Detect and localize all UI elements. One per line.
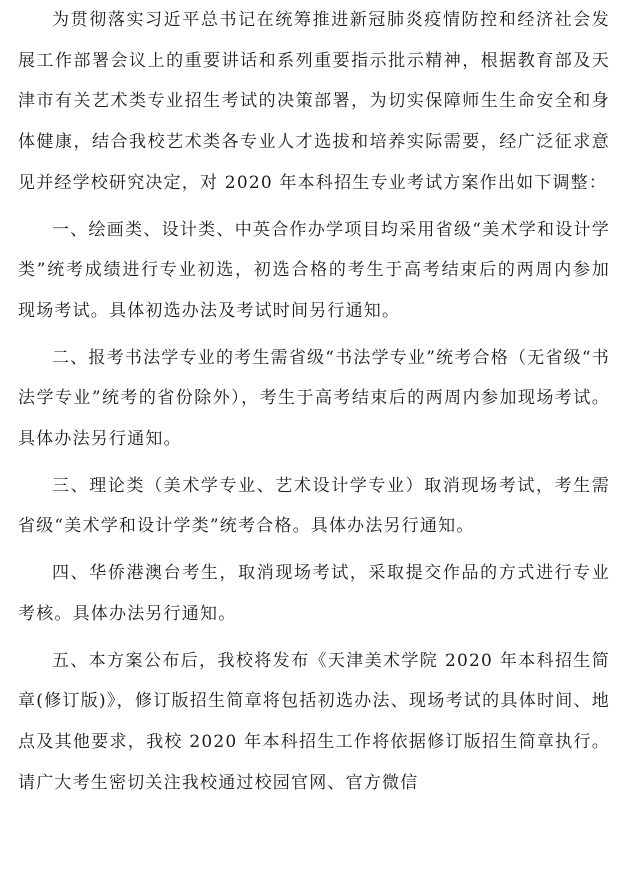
paragraph-intro: 为贯彻落实习近平总书记在统筹推进新冠肺炎疫情防控和经济社会发展工作部署会议上的重要讲话和系列重要指示批示精神，根据教育部及天津市有关艺术类专业招生考试的决策部署，为切实保障师生生命安全和身体健康，结合我校艺术类各专业人才选拔和培养实际需要，经广泛征求意见并经学校研究决定，对 2020 年本科招生专业考试方案作出如下调整： [18, 10, 610, 193]
paragraph-item-2: 二、报考书法学专业的考生需省级“书法学专业”统考合格（无省级“书法学专业”统考的省份除外），考生于高考结束后的两周内参加现场考试。具体办法另行通知。 [18, 347, 610, 450]
document-body [18, 0, 610, 803]
paragraph-item-1: 一、绘画类、设计类、中英合作办学项目均采用省级“美术学和设计学类”统考成绩进行专业初选，初选合格的考生于高考结束后的两周内参加现场考试。具体初选办法及考试时间另行通知。 [18, 219, 610, 321]
paragraph-item-5: 五、本方案公布后，我校将发布《天津美术学院 2020 年本科招生简章(修订版)》，修订版招生简章将包括初选办法、现场考试的具体时间、地点及其他要求，我校 2020 年本科招生工作将依据修订版招生简章执行。请广大考生密切关注我校通过校园官网、官方微信 [18, 650, 610, 793]
paragraph-item-3: 三、理论类（美术学专业、艺术设计学专业）取消现场考试，考生需省级“美术学和设计学类”统考合格。具体办法另行通知。 [18, 475, 610, 537]
paragraph-item-4: 四、华侨港澳台考生，取消现场考试，采取提交作品的方式进行专业考核。具体办法另行通知。 [18, 563, 610, 624]
